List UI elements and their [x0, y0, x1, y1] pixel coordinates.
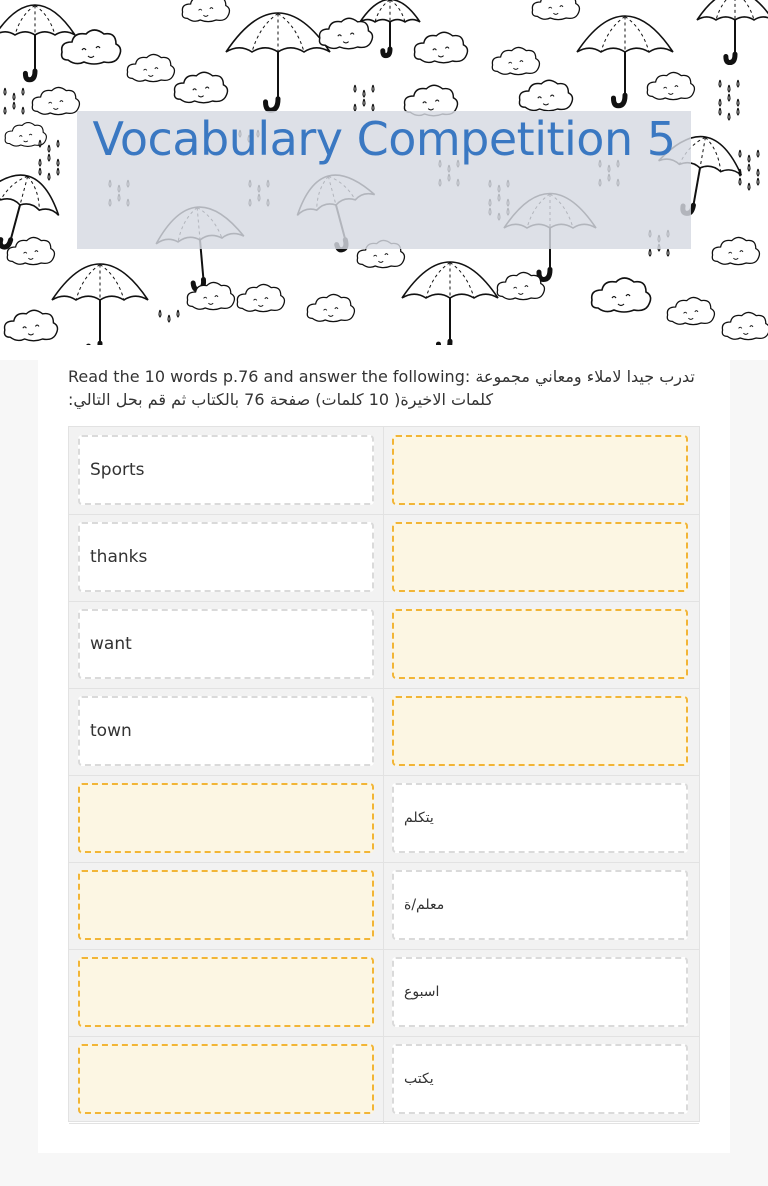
umbrella-icon — [360, 0, 420, 56]
raindrop-icon — [39, 159, 41, 166]
raindrop-icon — [48, 154, 50, 161]
column-divider — [383, 1036, 384, 1123]
title-box — [77, 111, 691, 249]
cloud-icon — [182, 0, 229, 22]
raindrop-icon — [667, 249, 669, 256]
raindrop-icon — [748, 164, 750, 171]
word-card[interactable]: want — [78, 609, 374, 679]
column-divider — [383, 949, 384, 1036]
raindrop-icon — [649, 249, 651, 256]
raindrop-icon — [719, 99, 721, 106]
raindrop-icon — [354, 85, 356, 92]
raindrop-icon — [57, 159, 59, 166]
drop-zone[interactable] — [392, 435, 688, 505]
cloud-icon — [414, 32, 467, 63]
raindrop-icon — [728, 113, 730, 120]
raindrop-icon — [363, 99, 365, 106]
page-title: Vocabulary Competition 5 — [92, 112, 676, 166]
instructions — [68, 365, 698, 411]
cloud-icon — [7, 237, 54, 264]
instructions-arabic: تدرب جيدا لاملاء ومعاني مجموعة كلمات الاخيرة( 10 كلمات) صفحة 76 بالكتاب ثم قم بحل التالي: — [68, 367, 695, 409]
word-card[interactable]: Sports — [78, 435, 374, 505]
word-card[interactable]: town — [78, 696, 374, 766]
cloud-icon — [492, 47, 539, 74]
umbrella-icon — [0, 5, 75, 80]
match-row — [69, 514, 699, 602]
raindrop-icon — [48, 145, 50, 152]
cloud-icon — [127, 54, 174, 81]
raindrop-icon — [22, 107, 24, 114]
drop-zone[interactable] — [78, 783, 374, 853]
column-divider — [383, 514, 384, 601]
raindrop-icon — [748, 183, 750, 190]
column-divider — [383, 601, 384, 688]
header-banner — [0, 0, 768, 360]
cloud-icon — [319, 18, 372, 49]
cloud-icon — [722, 312, 768, 339]
raindrop-icon — [13, 102, 15, 109]
instructions-english: Read the 10 words p.76 and answer the following: — [68, 367, 471, 386]
raindrop-icon — [168, 315, 170, 322]
umbrella-icon — [697, 0, 768, 63]
raindrop-icon — [728, 94, 730, 101]
matching-grid — [68, 426, 700, 1122]
cloud-icon — [519, 80, 572, 111]
raindrop-icon — [757, 150, 759, 157]
raindrop-icon — [159, 310, 161, 317]
cloud-icon — [237, 284, 284, 311]
cloud-icon — [592, 278, 651, 312]
cloud-icon — [497, 272, 544, 299]
drop-zone[interactable] — [392, 522, 688, 592]
drop-zone[interactable] — [78, 957, 374, 1027]
raindrop-icon — [737, 80, 739, 87]
raindrop-icon — [757, 178, 759, 185]
drop-zone[interactable] — [78, 1044, 374, 1114]
cloud-icon — [4, 310, 57, 341]
raindrop-icon — [177, 310, 179, 317]
raindrop-icon — [48, 173, 50, 180]
match-row — [69, 1036, 699, 1124]
raindrop-icon — [739, 150, 741, 157]
word-card[interactable]: يكتب — [392, 1044, 688, 1114]
match-row — [69, 949, 699, 1037]
raindrop-icon — [39, 168, 41, 175]
match-row — [69, 427, 699, 515]
cloud-icon — [532, 0, 579, 20]
cloud-icon — [32, 87, 79, 114]
drop-zone[interactable] — [392, 609, 688, 679]
raindrop-icon — [748, 155, 750, 162]
raindrop-icon — [757, 169, 759, 176]
raindrop-icon — [372, 85, 374, 92]
match-row — [69, 775, 699, 863]
column-divider — [383, 688, 384, 775]
raindrop-icon — [22, 88, 24, 95]
raindrop-icon — [354, 104, 356, 111]
word-card[interactable]: اسبوع — [392, 957, 688, 1027]
cloud-icon — [712, 237, 759, 264]
column-divider — [383, 862, 384, 949]
match-row — [69, 688, 699, 776]
umbrella-icon — [402, 262, 498, 352]
raindrop-icon — [737, 99, 739, 106]
match-row — [69, 862, 699, 950]
umbrella-icon — [226, 13, 330, 110]
cloud-icon — [307, 294, 354, 321]
drop-zone[interactable] — [78, 870, 374, 940]
cloud-icon — [174, 72, 227, 103]
umbrella-icon — [52, 264, 148, 354]
cloud-icon — [647, 72, 694, 99]
raindrop-icon — [13, 93, 15, 100]
raindrop-icon — [57, 140, 59, 147]
raindrop-icon — [719, 80, 721, 87]
cloud-icon — [5, 123, 46, 147]
raindrop-icon — [728, 85, 730, 92]
column-divider — [383, 775, 384, 862]
raindrop-icon — [739, 178, 741, 185]
column-divider — [383, 427, 384, 514]
raindrop-icon — [737, 108, 739, 115]
word-card[interactable]: يتكلم — [392, 783, 688, 853]
cloud-icon — [667, 297, 714, 324]
raindrop-icon — [4, 88, 6, 95]
match-row — [69, 601, 699, 689]
word-card[interactable]: thanks — [78, 522, 374, 592]
drop-zone[interactable] — [392, 696, 688, 766]
raindrop-icon — [57, 168, 59, 175]
word-card[interactable]: معلم/ة — [392, 870, 688, 940]
raindrop-icon — [4, 107, 6, 114]
raindrop-icon — [719, 108, 721, 115]
raindrop-icon — [363, 90, 365, 97]
cloud-icon — [62, 30, 121, 64]
raindrop-icon — [372, 104, 374, 111]
